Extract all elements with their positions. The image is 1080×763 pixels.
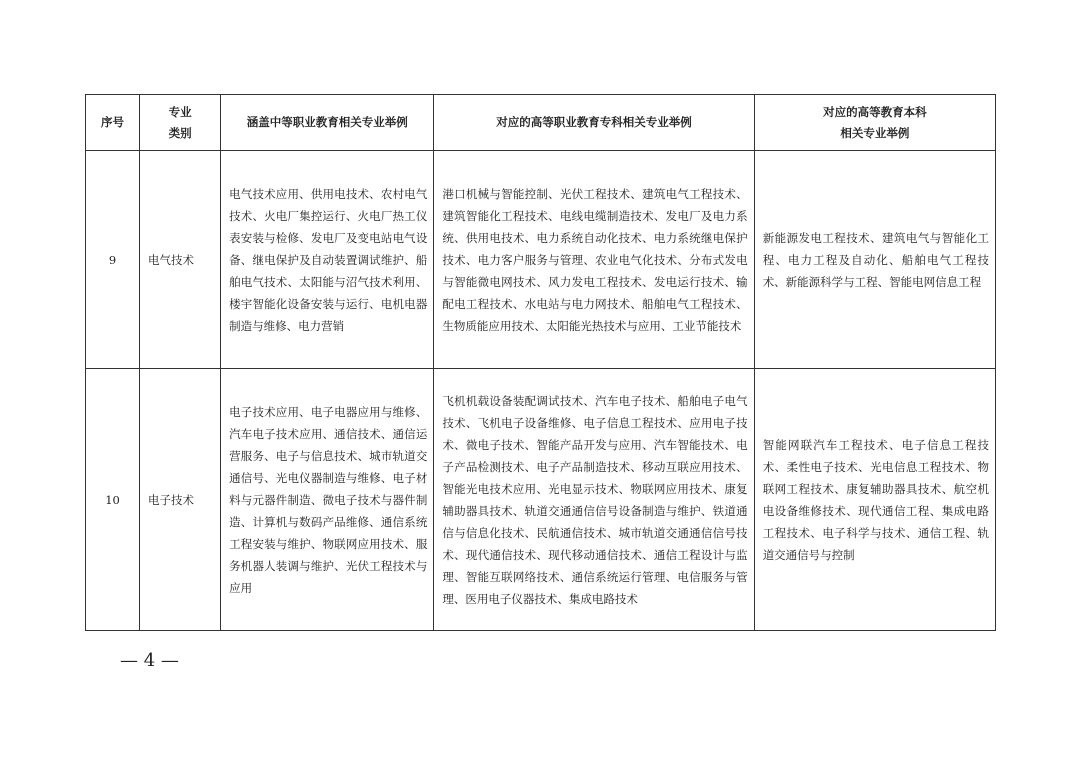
table-row xyxy=(86,369,996,631)
row-category: 电子技术 xyxy=(140,369,221,631)
header-category-line2: 类别 xyxy=(168,125,192,140)
row-higher-vocational-majors: 港口机械与智能控制、光伏工程技术、建筑电气工程技术、建筑智能化工程技术、电线电缆制造技术、发电厂及电力系统、供用电技术、电力系统自动化技术、电力系统继电保护技术、电力客户服务与管理、农业电气化技术、分布式发电与智能微电网技术、风力发电工程技术、发电运行技术、输配电工程技术、水电站与电力网技术、船舶电气工程技术、生物质能应用技术、太阳能光热技术与应用、工业节能技术 xyxy=(434,151,754,369)
row-higher-vocational-majors: 飞机机载设备装配调试技术、汽车电子技术、船舶电子电气技术、飞机电子设备维修、电子信息工程技术、应用电子技术、微电子技术、智能产品开发与应用、汽车智能技术、电子产品检测技术、电子产品制造技术、移动互联应用技术、智能光电技术应用、光电显示技术、物联网应用技术、康复辅助器具技术、轨道交通通信信号设备制造与维护、铁道通信与信息化技术、民航通信技术、城市轨道交通通信信号技术、现代通信技术、现代移动通信技术、通信工程设计与监理、智能互联网络技术、通信系统运行管理、电信服务与管理、医用电子仪器技术、集成电路技术 xyxy=(434,369,754,631)
header-bachelor-line2: 相关专业举例 xyxy=(840,125,910,140)
row-category: 电气技术 xyxy=(140,151,221,369)
header-bachelor xyxy=(754,95,995,151)
row-bachelor-majors: 新能源发电工程技术、建筑电气与智能化工程、电力工程及自动化、船舶电气工程技术、新能源科学与工程、智能电网信息工程 xyxy=(754,151,995,369)
header-category xyxy=(140,95,221,151)
header-category-line1: 专业 xyxy=(168,104,192,119)
row-bachelor-majors: 智能网联汽车工程技术、电子信息工程技术、柔性电子技术、光电信息工程技术、物联网工程技术、康复辅助器具技术、航空机电设备维修技术、现代通信工程、集成电路工程技术、电子科学与技术、通信工程、轨道交通信号与控制 xyxy=(754,369,995,631)
header-row xyxy=(86,95,996,151)
table-row xyxy=(86,151,996,369)
specialty-table xyxy=(85,94,996,631)
header-secondary: 涵盖中等职业教育相关专业举例 xyxy=(221,95,434,151)
header-higher-vocational: 对应的高等职业教育专科相关专业举例 xyxy=(434,95,754,151)
row-seq: 9 xyxy=(86,151,140,369)
header-seq: 序号 xyxy=(86,95,140,151)
row-secondary-majors: 电气技术应用、供用电技术、农村电气技术、火电厂集控运行、火电厂热工仪表安装与检修、发电厂及变电站电气设备、继电保护及自动装置调试维护、船舶电气技术、太阳能与沼气技术利用、楼宇智能化设备安装与运行、电机电器制造与维修、电力营销 xyxy=(221,151,434,369)
page-number: — 4 — xyxy=(120,650,179,671)
row-secondary-majors: 电子技术应用、电子电器应用与维修、汽车电子技术应用、通信技术、通信运营服务、电子与信息技术、城市轨道交通信号、光电仪器制造与维修、电子材料与元器件制造、微电子技术与器件制造、计算机与数码产品维修、通信系统工程安装与维护、物联网应用技术、服务机器人装调与维护、光伏工程技术与应用 xyxy=(221,369,434,631)
header-bachelor-line1: 对应的高等教育本科 xyxy=(823,104,927,119)
row-seq: 10 xyxy=(86,369,140,631)
